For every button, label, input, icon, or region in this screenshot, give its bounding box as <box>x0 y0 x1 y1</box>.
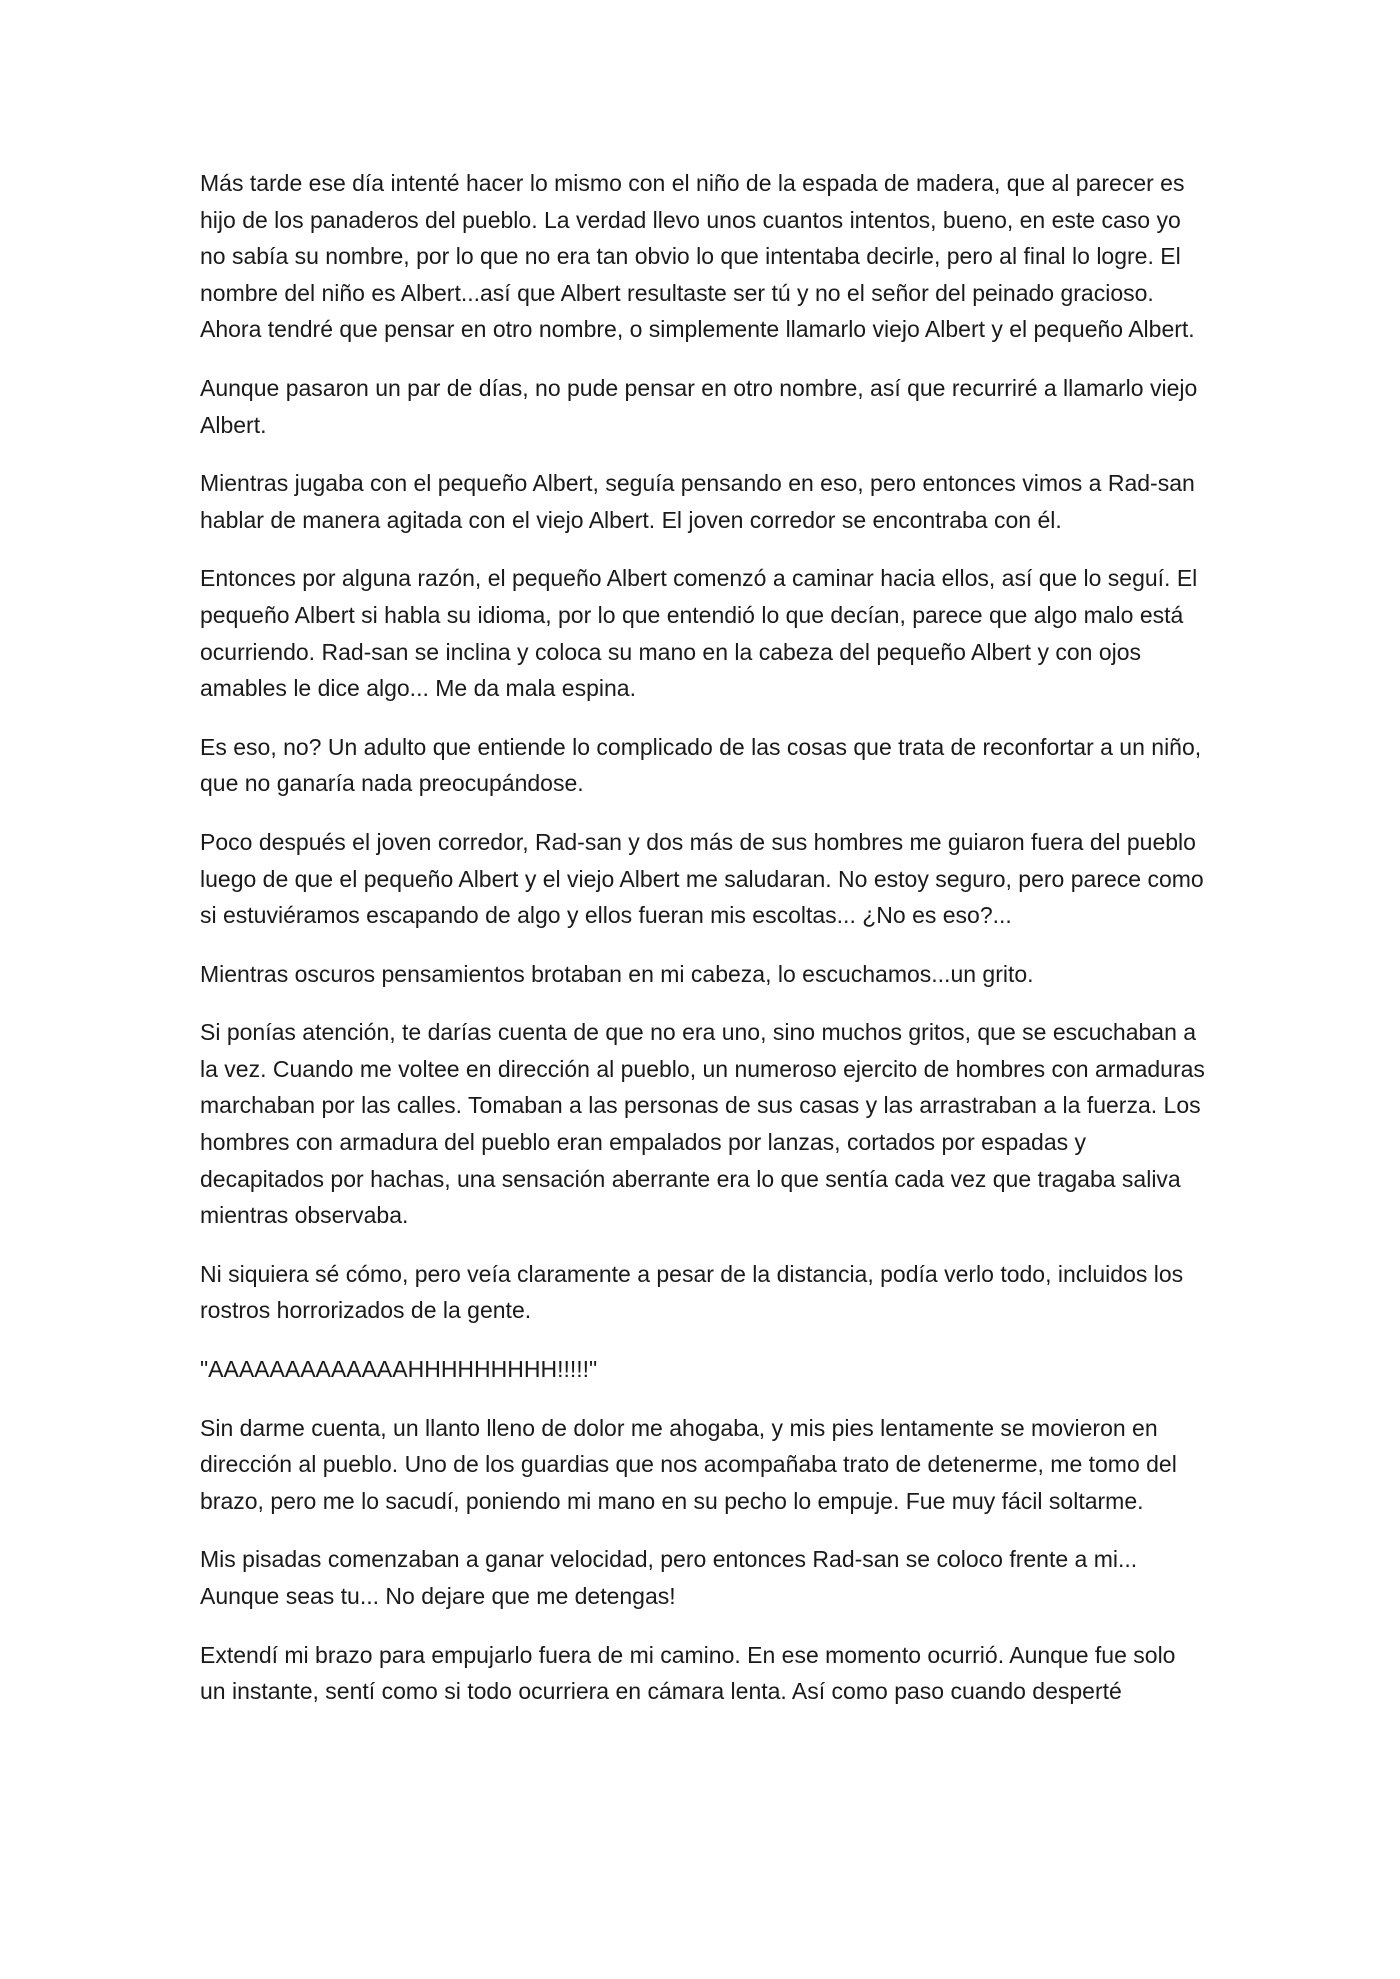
paragraph: Es eso, no? Un adulto que entiende lo complicado de las cosas que trata de reconfortar a un niño, que no ganaría nada preocupándose. <box>200 733 1202 797</box>
document-body <box>200 165 1205 1732</box>
paragraph: Mientras oscuros pensamientos brotaban en mi cabeza, lo escuchamos...un grito. <box>200 960 1034 987</box>
paragraph: Más tarde ese día intenté hacer lo mismo con el niño de la espada de madera, que al parecer es hijo de los panaderos del pueblo. La verdad llevo unos cuantos intentos, bueno, en este caso yo no sabía su nombre, por lo que no era tan obvio lo que intentaba decirle, pero al final lo logre. El nombre del niño es Albert...así que Albert resultaste ser tú y no el señor del peinado gracioso. Ahora tendré que pensar en otro nombre, o simplemente llamarlo viejo Albert y el pequeño Albert. <box>200 170 1195 343</box>
paragraph: Si ponías atención, te darías cuenta de que no era uno, sino muchos gritos, que se escuchaban a la vez. Cuando me voltee en dirección al pueblo, un numeroso ejercito de hombres con armaduras marchaban por las calles. Tomaban a las personas de sus casas y las arrastraban a la fuerza. Los hombres con armadura del pueblo eran empalados por lanzas, cortados por espadas y decapitados por hachas, una sensación aberrante era lo que sentía cada vez que tragaba saliva mientras observaba. <box>200 1019 1205 1229</box>
paragraph: Entonces por alguna razón, el pequeño Albert comenzó a caminar hacia ellos, así que lo seguí. El pequeño Albert si habla su idioma, por lo que entendió lo que decían, parece que algo malo está ocurriendo. Rad-san se inclina y coloca su mano en la cabeza del pequeño Albert y con ojos amables le dice algo... Me da mala espina. <box>200 565 1198 702</box>
paragraph: Poco después el joven corredor, Rad-san y dos más de sus hombres me guiaron fuera del pueblo luego de que el pequeño Albert y el viejo Albert me saludaran. No estoy seguro, pero parece como si estuviéramos escapando de algo y ellos fueran mis escoltas... ¿No es eso?... <box>200 828 1204 929</box>
paragraph: Ni siquiera sé cómo, pero veía claramente a pesar de la distancia, podía verlo todo, incluidos los rostros horrorizados de la gente. <box>200 1260 1184 1324</box>
scream-line: "AAAAAAAAAAAAAHHHHHHHHH!!!!!" <box>200 1356 598 1383</box>
paragraph: Sin darme cuenta, un llanto lleno de dolor me ahogaba, y mis pies lentamente se movieron en dirección al pueblo. Uno de los guardias que nos acompañaba trato de detenerme, me tomo del brazo, pero me lo sacudí, poniendo mi mano en su pecho lo empuje. Fue muy fácil soltarme. <box>200 1414 1177 1514</box>
paragraph: Aunque pasaron un par de días, no pude pensar en otro nombre, así que recurriré a llamarlo viejo Albert. <box>200 374 1198 438</box>
paragraph: Mis pisadas comenzaban a ganar velocidad, pero entonces Rad-san se coloco frente a mi... Aunque seas tu... No dejare que me detengas! <box>200 1546 1138 1609</box>
paragraph: Mientras jugaba con el pequeño Albert, seguía pensando en eso, pero entonces vimos a Rad-san hablar de manera agitada con el viejo Albert. El joven corredor se encontraba con él. <box>200 470 1195 533</box>
paragraph: Extendí mi brazo para empujarlo fuera de mi camino. En ese momento ocurrió. Aunque fue solo un instante, sentí como si todo ocurriera en cámara lenta. Así como paso cuando desperté <box>200 1641 1176 1705</box>
